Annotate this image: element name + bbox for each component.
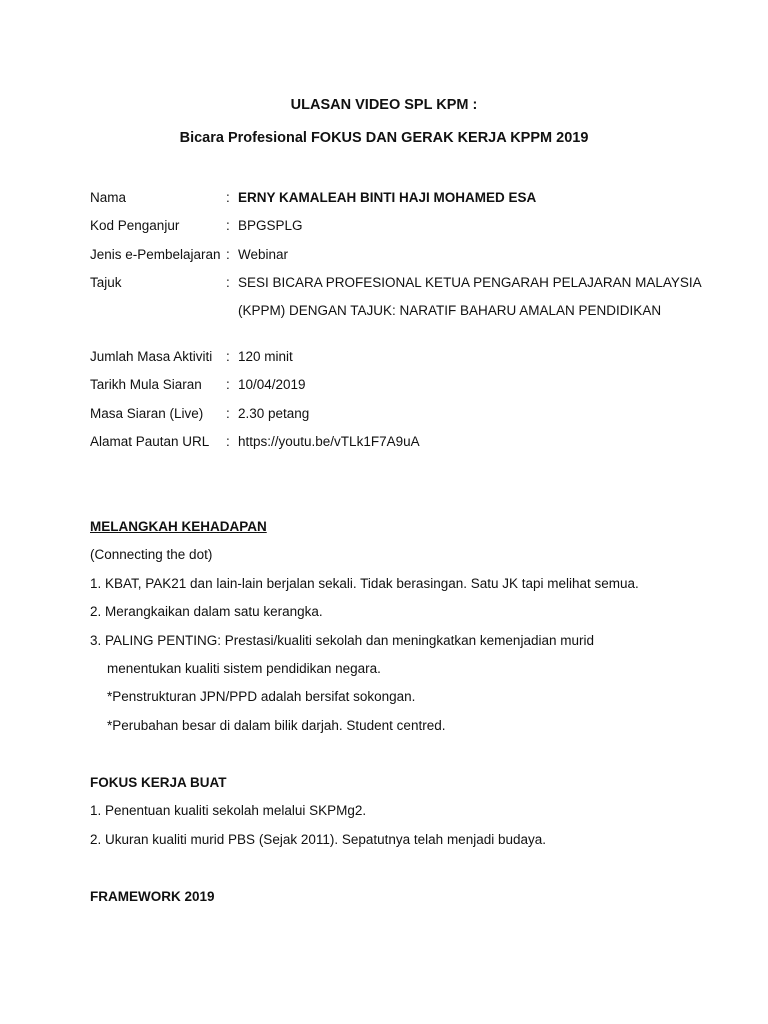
- info-colon: :: [226, 349, 230, 364]
- list-item-continuation: menentukan kualiti sistem pendidikan negara.: [107, 661, 381, 676]
- note-item: *Perubahan besar di dalam bilik darjah. Student centred.: [107, 718, 446, 733]
- info-value-jenis-pembelajaran: Webinar: [238, 247, 289, 262]
- info-colon: :: [226, 406, 230, 421]
- info-colon: :: [226, 275, 230, 290]
- list-item: 3. PALING PENTING: Prestasi/kualiti sekolah dan meningkatkan kemenjadian murid: [90, 633, 594, 648]
- info-value-tarikh-mula: 10/04/2019: [238, 377, 306, 392]
- info-colon: :: [226, 190, 230, 205]
- info-colon: :: [226, 247, 230, 262]
- info-label-nama: Nama: [90, 190, 127, 205]
- info-value-tajuk: SESI BICARA PROFESIONAL KETUA PENGARAH PELAJARAN MALAYSIA: [238, 275, 702, 290]
- info-label-tarikh-mula: Tarikh Mula Siaran: [90, 377, 202, 392]
- list-item: 2. Merangkaikan dalam satu kerangka.: [90, 604, 323, 619]
- info-colon: :: [226, 377, 230, 392]
- section-heading-fokus: FOKUS KERJA BUAT: [90, 775, 227, 790]
- list-item: 2. Ukuran kualiti murid PBS (Sejak 2011). Sepatutnya telah menjadi budaya.: [90, 832, 547, 847]
- list-item: 1. KBAT, PAK21 dan lain-lain berjalan sekali. Tidak berasingan. Satu JK tapi melihat semua.: [90, 576, 639, 591]
- section-heading-melangkah: MELANGKAH KEHADAPAN: [90, 519, 267, 534]
- info-label-alamat-url: Alamat Pautan URL: [90, 434, 210, 449]
- section-subheading: (Connecting the dot): [90, 547, 213, 562]
- info-label-masa-siaran: Masa Siaran (Live): [90, 406, 204, 421]
- info-value-kod-penganjur: BPGSPLG: [238, 218, 303, 233]
- info-value-tajuk-line2: (KPPM) DENGAN TAJUK: NARATIF BAHARU AMALAN PENDIDIKAN: [238, 303, 662, 318]
- info-colon: :: [226, 218, 230, 233]
- note-item: *Penstrukturan JPN/PPD adalah bersifat sokongan.: [107, 689, 416, 704]
- document-subtitle: Bicara Profesional FOKUS DAN GERAK KERJA KPPM 2019: [179, 130, 589, 146]
- info-label-jenis-pembelajaran: Jenis e-Pembelajaran: [90, 247, 221, 262]
- info-label-kod-penganjur: Kod Penganjur: [90, 218, 180, 233]
- info-label-tajuk: Tajuk: [90, 275, 122, 290]
- info-colon: :: [226, 434, 230, 449]
- info-label-jumlah-masa: Jumlah Masa Aktiviti: [90, 349, 213, 364]
- info-value-jumlah-masa: 120 minit: [238, 349, 293, 364]
- info-value-nama: ERNY KAMALEAH BINTI HAJI MOHAMED ESA: [238, 190, 537, 205]
- document-title: ULASAN VIDEO SPL KPM :: [290, 97, 478, 113]
- info-value-masa-siaran: 2.30 petang: [238, 406, 310, 421]
- section-heading-framework: FRAMEWORK 2019: [90, 889, 215, 904]
- list-item: 1. Penentuan kualiti sekolah melalui SKPMg2.: [90, 803, 367, 818]
- info-value-alamat-url[interactable]: https://youtu.be/vTLk1F7A9uA: [238, 434, 420, 449]
